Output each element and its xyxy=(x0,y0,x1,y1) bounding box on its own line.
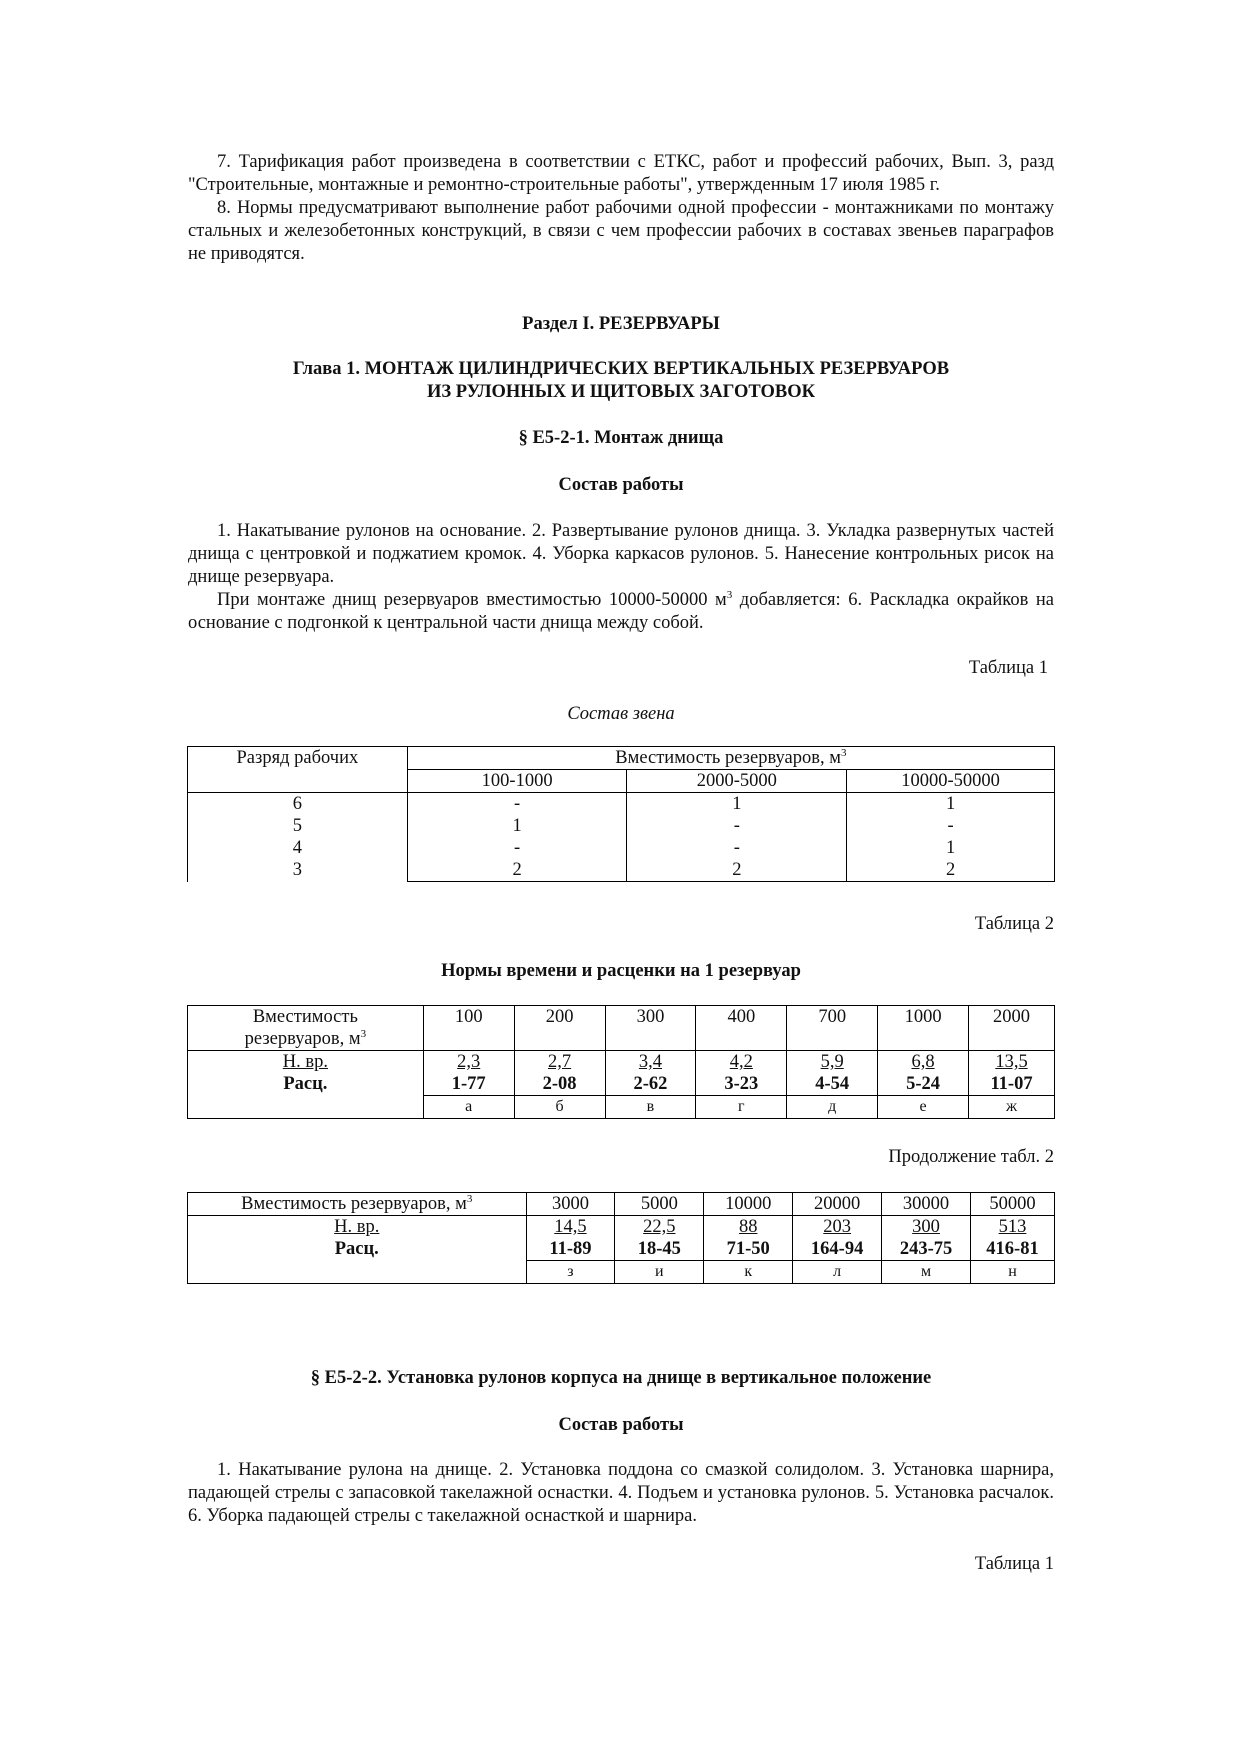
column-letter: б xyxy=(514,1096,605,1119)
norm-price-label: Н. вр. Расц. xyxy=(188,1216,527,1284)
paragraph-7: 7. Тарификация работ произведена в соответствии с ЕТКС, работ и профессий рабочих, Вып. 3, разд "Строительные, монтажные и ремонтно-строительные работы", утвержденным 17 июля 1985 г. xyxy=(188,152,1054,195)
norm-price-cell: 3,4 2-62 xyxy=(605,1051,696,1096)
crew-cell: 1 - 1 2 xyxy=(847,793,1055,882)
crew-cell: - 1 - 2 xyxy=(407,793,627,882)
chapter-title-line-2: ИЗ РУЛОННЫХ И ЩИТОВЫХ ЗАГОТОВОК xyxy=(426,382,815,402)
table-2-caption: Нормы времени и расценки на 1 резервуар xyxy=(441,961,801,981)
column-letter: к xyxy=(704,1261,793,1284)
capacity-cell: 50000 xyxy=(971,1193,1055,1216)
work-composition-block xyxy=(188,520,1054,635)
norm-price-cell: 13,5 11-07 xyxy=(969,1051,1055,1096)
capacity-cell: 700 xyxy=(787,1006,878,1051)
crew-table-col-header: 10000-50000 xyxy=(847,770,1055,793)
table-1-label: Таблица 1 xyxy=(968,658,1048,678)
table-2-label: Таблица 2 xyxy=(974,914,1054,934)
crew-table-header-rank: Разряд рабочих xyxy=(188,747,408,793)
norm-price-cell: 203 164-94 xyxy=(793,1216,882,1261)
norm-price-cell: 14,5 11-89 xyxy=(526,1216,615,1261)
work-composition-addition: При монтаже днищ резервуаров вместимостью 10000-50000 $м^3$ добавляется: 6. Раскладка окрайков на основание с подгонкой к центральной части днища между собой. xyxy=(188,589,1054,633)
column-letter: г xyxy=(696,1096,787,1119)
norm-price-cell: 2,7 2-08 xyxy=(514,1051,605,1096)
capacity-cell: 20000 xyxy=(793,1193,882,1216)
norm-price-label: Н. вр. Расц. xyxy=(188,1051,424,1119)
work-composition-heading-2: Состав работы xyxy=(558,1415,684,1435)
column-letter: ж xyxy=(969,1096,1055,1119)
crew-table-header-capacity: Вместимость резервуаров, $м^3$ xyxy=(407,747,1054,770)
capacity-cell: 10000 xyxy=(704,1193,793,1216)
column-letter: е xyxy=(878,1096,969,1119)
crew-cell: 1 - - 2 xyxy=(627,793,847,882)
paragraph-8: 8. Нормы предусматривают выполнение работ рабочими одной профессии - монтажниками по монтажу стальных и железобетонных конструкций, в связи с чем профессии рабочих в составах звеньев параграфов не приводятся. xyxy=(188,198,1054,264)
work-composition-text: 1. Накатывание рулонов на основание. 2. Развертывание рулонов днища. 3. Укладка развернутых частей днища с центровкой и поджатием кромок. 4. Уборка каркасов рулонов. 5. Нанесение контрольных рисок на днище резервуара. xyxy=(188,521,1054,587)
norm-price-cell: 513 416-81 xyxy=(971,1216,1055,1261)
capacity-cell: 100 xyxy=(423,1006,514,1051)
norms-table-continued xyxy=(187,1192,1055,1284)
capacity-cell: 2000 xyxy=(969,1006,1055,1051)
table-1-label-2: Таблица 1 xyxy=(974,1554,1054,1574)
capacity-cell: 300 xyxy=(605,1006,696,1051)
norm-price-cell: 6,8 5-24 xyxy=(878,1051,969,1096)
norm-price-cell: 4,2 3-23 xyxy=(696,1051,787,1096)
table-2-continuation-label: Продолжение табл. 2 xyxy=(888,1147,1054,1167)
capacity-cell: 30000 xyxy=(882,1193,971,1216)
crew-table-col-header: 100-1000 xyxy=(407,770,627,793)
norm-price-cell: 88 71-50 xyxy=(704,1216,793,1261)
intro-block xyxy=(188,151,1054,266)
work-composition-block-2 xyxy=(188,1459,1054,1528)
column-letter: л xyxy=(793,1261,882,1284)
paragraph-e5-2-1-title: § Е5-2-1. Монтаж днища xyxy=(518,428,724,448)
crew-table-col-header: 2000-5000 xyxy=(627,770,847,793)
norms-table-header: Вместимость резервуаров, $м^3$ xyxy=(188,1006,424,1051)
norm-price-cell: 22,5 18-45 xyxy=(615,1216,704,1261)
capacity-cell: 1000 xyxy=(878,1006,969,1051)
section-title: Раздел I. РЕЗЕРВУАРЫ xyxy=(522,314,720,334)
crew-cell: 6 5 4 3 xyxy=(188,793,408,882)
paragraph-e5-2-2-title: § Е5-2-2. Установка рулонов корпуса на днище в вертикальное положение xyxy=(310,1368,932,1388)
crew-table-body-row xyxy=(188,793,1055,882)
chapter-title-line-1: Глава 1. МОНТАЖ ЦИЛИНДРИЧЕСКИХ ВЕРТИКАЛЬНЫХ РЕЗЕРВУАРОВ xyxy=(292,359,950,379)
capacity-cell: 3000 xyxy=(526,1193,615,1216)
column-letter: а xyxy=(423,1096,514,1119)
column-letter: н xyxy=(971,1261,1055,1284)
capacity-cell: 400 xyxy=(696,1006,787,1051)
column-letter: в xyxy=(605,1096,696,1119)
table-1-caption: Состав звена xyxy=(567,704,675,724)
work-composition-heading: Состав работы xyxy=(558,475,684,495)
work-composition-text-2: 1. Накатывание рулона на днище. 2. Установка поддона со смазкой солидолом. 3. Установка шарнира, падающей стрелы с запасовкой такелажной оснастки. 4. Подъем и установка рулонов. 5. Установка расчалок. 6. Уборка падающей стрелы с такелажной оснасткой и шарнира. xyxy=(188,1460,1054,1526)
column-letter: и xyxy=(615,1261,704,1284)
column-letter: з xyxy=(526,1261,615,1284)
crew-table xyxy=(187,746,1055,882)
capacity-cell: 200 xyxy=(514,1006,605,1051)
norm-price-cell: 300 243-75 xyxy=(882,1216,971,1261)
norms-table-header: Вместимость резервуаров, $м^3$ xyxy=(188,1193,527,1216)
column-letter: м xyxy=(882,1261,971,1284)
norms-table xyxy=(187,1005,1055,1119)
capacity-cell: 5000 xyxy=(615,1193,704,1216)
norm-price-cell: 2,3 1-77 xyxy=(423,1051,514,1096)
norm-price-cell: 5,9 4-54 xyxy=(787,1051,878,1096)
column-letter: д xyxy=(787,1096,878,1119)
